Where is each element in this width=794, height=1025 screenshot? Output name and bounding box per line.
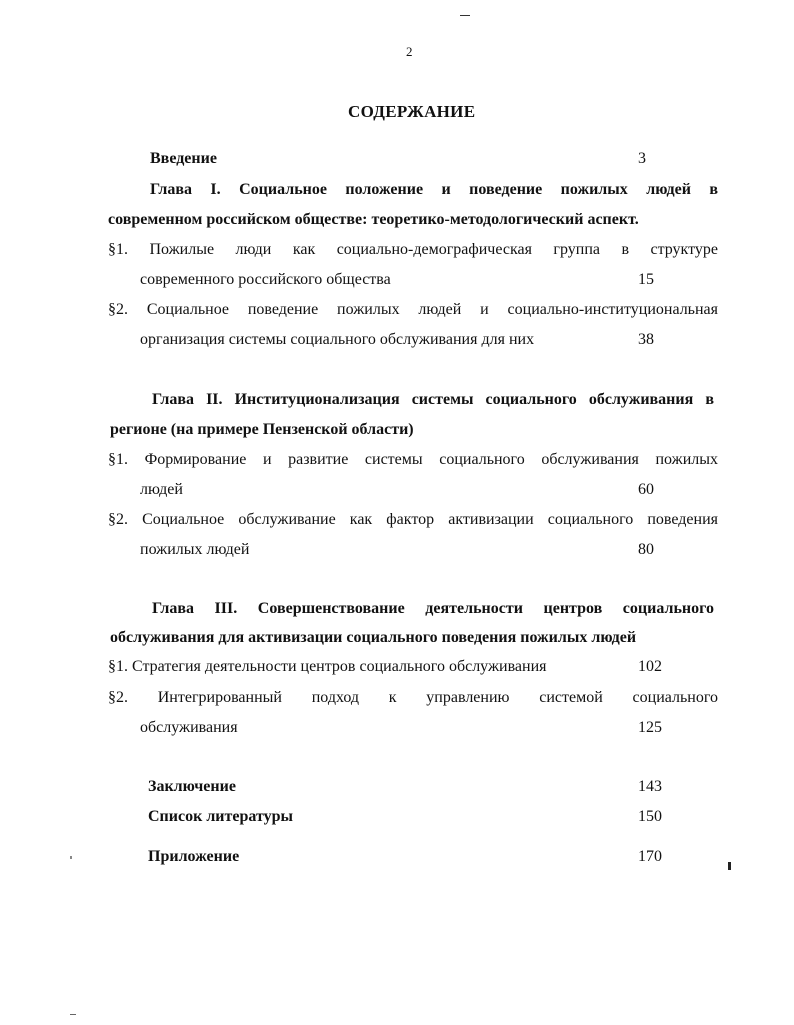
chapter1-section1-page: 15 xyxy=(638,271,654,288)
scan-speck xyxy=(728,862,731,870)
page-number: 2 xyxy=(406,44,413,59)
chapter1-section1-line2: современного российского общества xyxy=(140,271,391,288)
chapter3-section2-page: 125 xyxy=(638,719,662,736)
toc-literature-label: Список литературы xyxy=(148,808,293,825)
toc-appendix-page: 170 xyxy=(638,848,662,865)
chapter2-heading-line2: регионе (на примере Пензенской области) xyxy=(110,421,414,438)
chapter1-section1-line1: §1. Пожилые люди как социально-демографическая группа в структуре xyxy=(108,241,718,258)
chapter3-heading-line2: обслуживания для активизации социального поведения пожилых людей xyxy=(110,629,637,646)
scan-mark xyxy=(460,15,470,16)
chapter2-heading-line1: Глава II. Институционализация системы социального обслуживания в xyxy=(152,391,714,408)
chapter3-heading-line1: Глава III. Совершенствование деятельности центров социального xyxy=(152,600,714,617)
chapter1-section2-line2: организация системы социального обслуживания для них xyxy=(140,331,535,348)
chapter2-section1-page: 60 xyxy=(638,481,654,498)
chapter1-heading-line2: современном российском обществе: теоретико-методологический аспект. xyxy=(108,211,639,228)
toc-conclusion-label: Заключение xyxy=(148,778,236,795)
chapter2-section2-page: 80 xyxy=(638,541,654,558)
toc-intro-label: Введение xyxy=(150,150,217,167)
scan-speck xyxy=(70,856,72,859)
scan-speck xyxy=(70,1014,76,1015)
chapter2-section2-line1: §2. Социальное обслуживание как фактор активизации социального поведения xyxy=(108,511,718,528)
chapter1-section2-page: 38 xyxy=(638,331,654,348)
toc-literature-page: 150 xyxy=(638,808,662,825)
chapter3-section1-page: 102 xyxy=(638,658,662,675)
chapter2-section1-line2: людей xyxy=(140,481,183,498)
toc-conclusion-page: 143 xyxy=(638,778,662,795)
chapter2-section2-line2: пожилых людей xyxy=(140,541,250,558)
chapter3-section1-line1: §1. Стратегия деятельности центров социального обслуживания xyxy=(108,658,547,675)
chapter3-section2-line1: §2. Интегрированный подход к управлению системой социального xyxy=(108,689,718,706)
chapter2-section1-line1: §1. Формирование и развитие системы социального обслуживания пожилых xyxy=(108,451,718,468)
toc-intro-page: 3 xyxy=(638,150,646,167)
chapter1-section2-line1: §2. Социальное поведение пожилых людей и социально-институциональная xyxy=(108,301,718,318)
chapter1-heading-line1: Глава I. Социальное положение и поведение пожилых людей в xyxy=(150,181,718,198)
page-title: СОДЕРЖАНИЕ xyxy=(348,102,476,121)
chapter3-section2-line2: обслуживания xyxy=(140,719,238,736)
toc-appendix-label: Приложение xyxy=(148,848,240,865)
